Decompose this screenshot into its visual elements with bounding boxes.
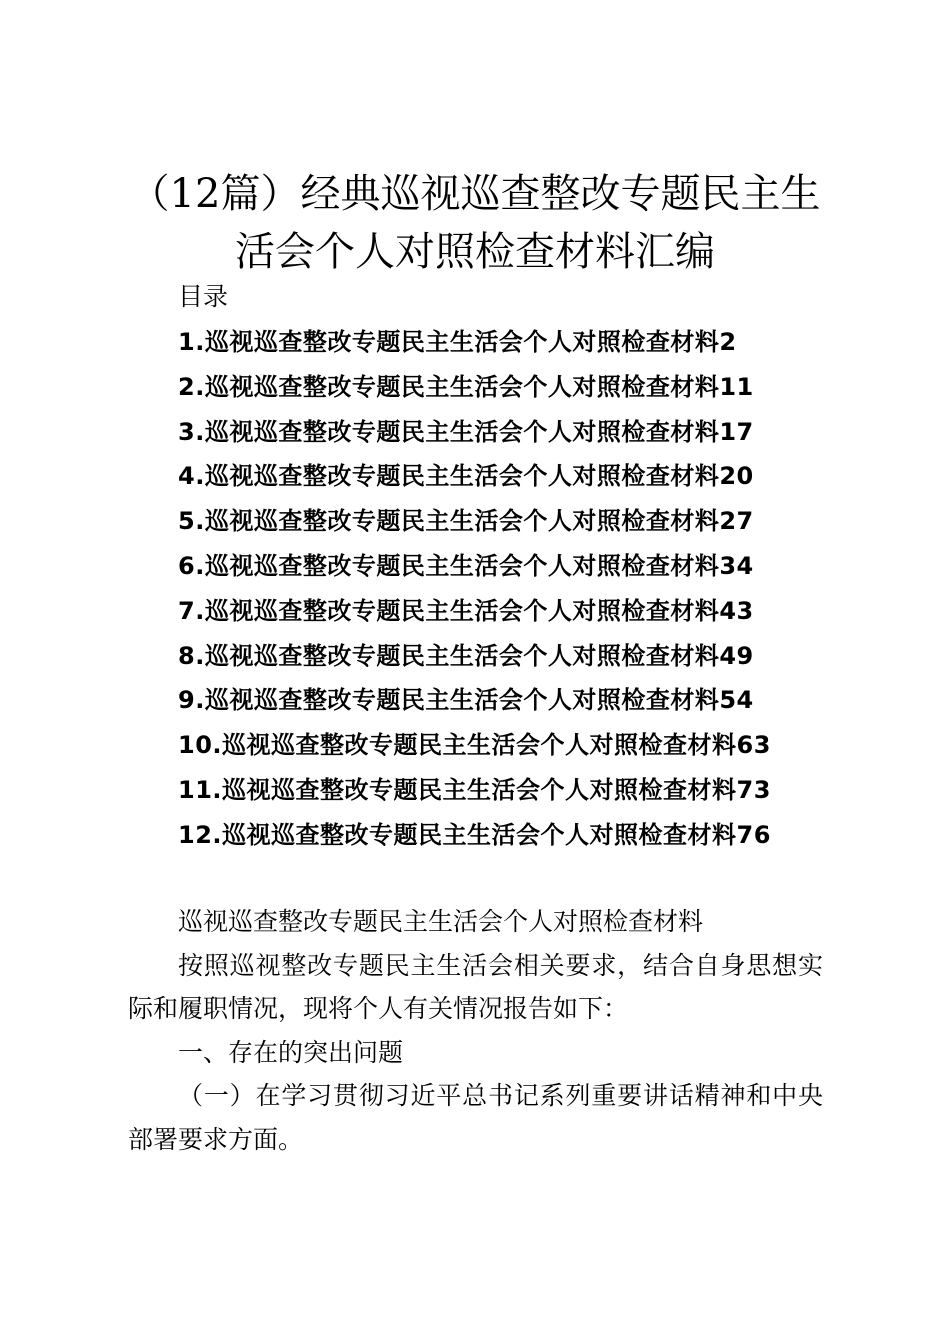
toc-item-text: 巡视巡查整改专题民主生活会个人对照检查材料 xyxy=(204,372,720,401)
toc-item-number: 6. xyxy=(178,551,205,580)
toc-item-number: 12. xyxy=(178,820,223,849)
toc-item-text: 巡视巡查整改专题民主生活会个人对照检查材料 xyxy=(204,551,720,580)
toc-item[interactable] xyxy=(178,727,858,772)
toc-item[interactable] xyxy=(178,593,858,638)
section-heading: 一、存在的突出问题 xyxy=(178,1037,404,1067)
toc-item-page: 20 xyxy=(719,462,754,491)
toc-item-page: 27 xyxy=(719,507,754,536)
toc-item[interactable] xyxy=(178,682,858,727)
section-title: 巡视巡查整改专题民主生活会个人对照检查材料 xyxy=(178,907,704,936)
toc-item-text: 巡视巡查整改专题民主生活会个人对照检查材料 xyxy=(204,462,720,491)
toc-item-page: 76 xyxy=(736,820,771,849)
toc-item-text: 巡视巡查整改专题民主生活会个人对照检查材料 xyxy=(204,641,720,670)
toc-item[interactable] xyxy=(178,548,858,593)
toc-heading: 目录 xyxy=(178,282,229,311)
toc-item-text: 巡视巡查整改专题民主生活会个人对照检查材料 xyxy=(222,820,737,849)
toc-item-number: 7. xyxy=(178,596,205,625)
toc-item-page: 34 xyxy=(719,551,754,580)
toc-item-text: 巡视巡查整改专题民主生活会个人对照检查材料 xyxy=(222,731,737,760)
title-line-1: （12篇）经典巡视巡查整改专题民主生 xyxy=(129,171,821,217)
toc-item[interactable] xyxy=(178,324,858,369)
toc-item-page: 63 xyxy=(736,731,771,760)
paragraph: （一）在学习贯彻习近平总书记系列重要讲话精神和中央部署要求方面。 xyxy=(128,1081,823,1154)
table-of-contents xyxy=(178,324,858,862)
toc-item-text: 巡视巡查整改专题民主生活会个人对照检查材料 xyxy=(204,417,720,446)
toc-item-number: 3. xyxy=(178,417,205,446)
toc-item-number: 10. xyxy=(178,731,223,760)
toc-item[interactable] xyxy=(178,638,858,683)
toc-item-text: 巡视巡查整改专题民主生活会个人对照检查材料 xyxy=(222,775,737,804)
toc-item-text: 巡视巡查整改专题民主生活会个人对照检查材料 xyxy=(204,507,720,536)
toc-item-page: 49 xyxy=(719,641,754,670)
toc-item-text: 巡视巡查整改专题民主生活会个人对照检查材料 xyxy=(204,596,720,625)
toc-item-page: 43 xyxy=(719,596,754,625)
toc-item-page: 17 xyxy=(719,417,754,446)
toc-item[interactable] xyxy=(178,414,858,459)
paragraph: 按照巡视整改专题民主生活会相关要求，结合自身思想实际和履职情况，现将个人有关情况报告如下： xyxy=(128,950,823,1023)
toc-item[interactable] xyxy=(178,772,858,817)
toc-item-page: 2 xyxy=(719,328,737,356)
toc-item-text: 巡视巡查整改专题民主生活会个人对照检查材料 xyxy=(204,328,720,356)
body-text xyxy=(128,900,823,1161)
toc-item-number: 11. xyxy=(178,775,223,804)
document-title xyxy=(120,165,830,281)
toc-item[interactable] xyxy=(178,458,858,503)
toc-item-number: 2. xyxy=(178,372,205,401)
toc-item[interactable] xyxy=(178,817,858,862)
toc-item-number: 8. xyxy=(178,641,205,670)
toc-item-number: 5. xyxy=(178,507,205,536)
toc-item-number: 1. xyxy=(178,328,205,356)
title-line-2: 活会个人对照检查材料汇编 xyxy=(235,229,715,275)
toc-item[interactable] xyxy=(178,369,858,414)
toc-item-number: 4. xyxy=(178,462,205,491)
toc-item-page: 73 xyxy=(736,775,771,804)
toc-item-page: 11 xyxy=(719,372,754,401)
toc-item-number: 9. xyxy=(178,686,205,715)
toc-item-text: 巡视巡查整改专题民主生活会个人对照检查材料 xyxy=(204,686,720,715)
toc-item[interactable] xyxy=(178,503,858,548)
toc-item-page: 54 xyxy=(719,686,754,715)
